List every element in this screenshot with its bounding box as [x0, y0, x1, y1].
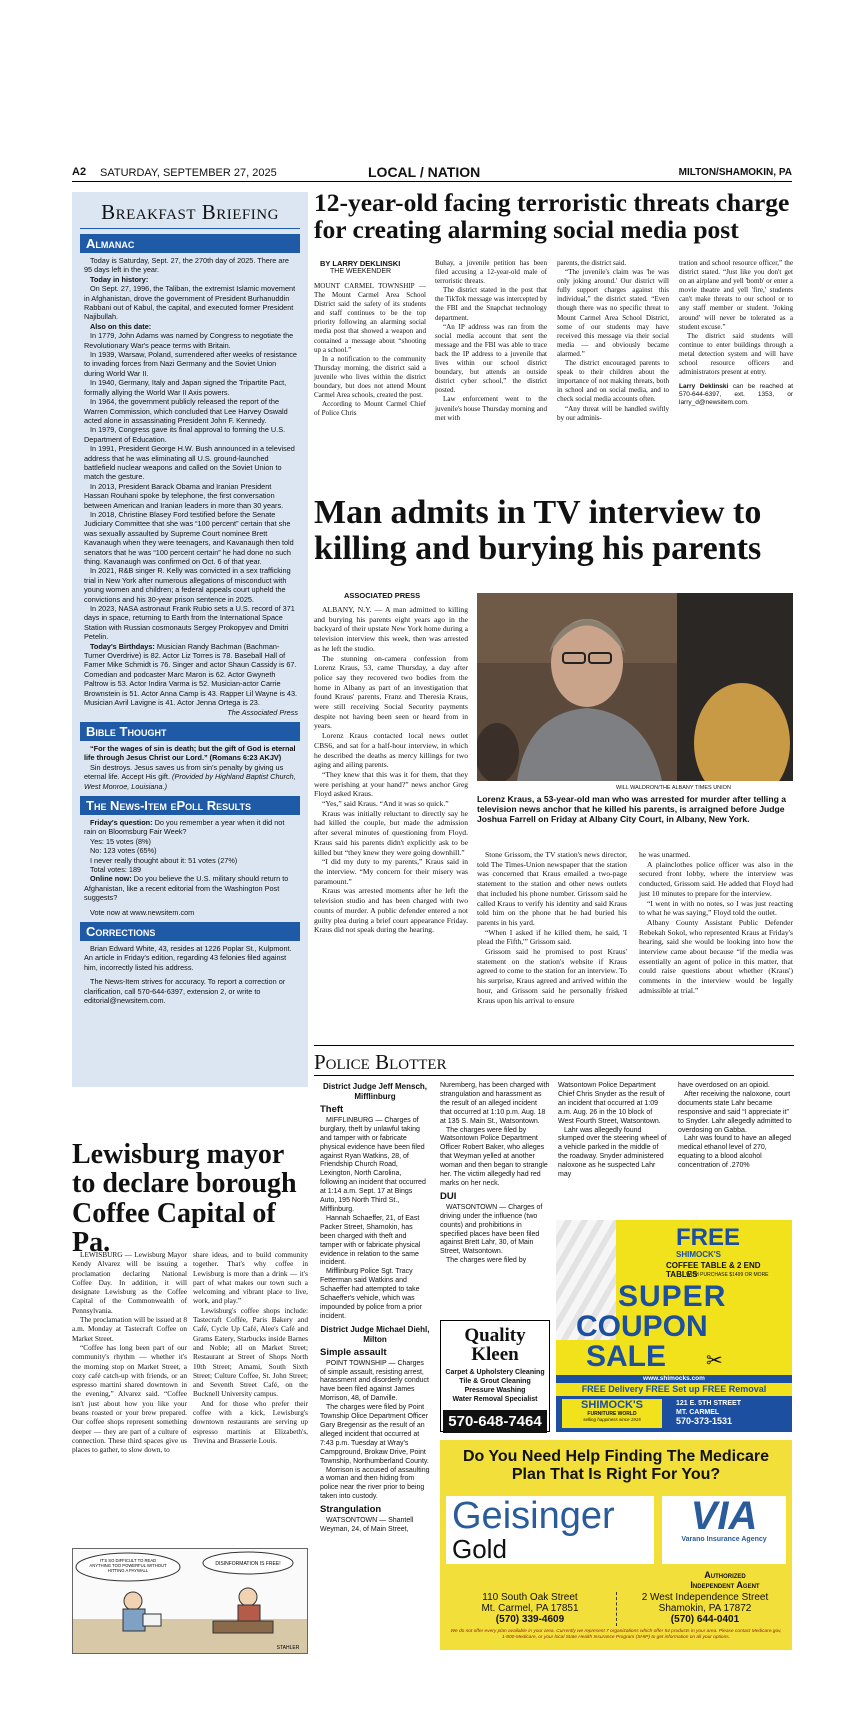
location-mt-carmel [450, 1592, 610, 1625]
sidebar-title: Breakfast Briefing [101, 200, 279, 224]
almanac-bar: Almanac [80, 234, 300, 253]
story-paragraph: The stunning on-camera confession from Lorenz Kraus, 53, came Thursday, a day after police say they recovered two bodies from the home in Albany as part of an investigation that found Kraus' parents, Franz and Theresia Kraus, were still receiving Social Security payments despite not having been seen or heard from in years. [314, 653, 468, 731]
story1-byline-sub: THE WEEKENDER [330, 268, 392, 275]
assault-heading: Simple assault [320, 1346, 387, 1358]
story-paragraph: ALBANY, N.Y. — A man admitted to killing and burying his parents eight years ago in the backyard of their upstate New York home during a television interview this week, then was arrested as he left the studio. [314, 605, 468, 653]
arraignment-photo [477, 593, 793, 781]
location-shamokin [622, 1592, 788, 1625]
city-line: Shamokin, PA 17872 [658, 1603, 752, 1614]
history-text: On Sept. 27, 1996, the Taliban, the extremist Islamic movement in Afghanistan, drove the government of President Burhanuddin Rabbani out of Kabul, the capital, and executed former President Najibullah. [84, 284, 296, 322]
story-paragraph: “Coffee has long been part of our community's rhythm — whether it's the morning stop on Market Street, a cozy café catch-up with friends, or an espresso martini shared downtown in the evening,” Alvarez said. “Coffee isn't just about how you like your beans roasted or your brew prepared. Our coffee shops represent something deeper — they are part of a culture of connection. These third spaces give us places to gather, to slow down, to [72, 1342, 187, 1455]
store-address: 121 E. 5TH STREET [676, 1400, 741, 1407]
blotter-item: Hannah Schaeffer, 21, of East Packer Street, Shamokin, has been charged with theft and tamper with or fabricate physical evidence in relation to the same incident. [320, 1214, 421, 1267]
quality-kleen-logo: Quality Kleen [464, 1325, 526, 1365]
almanac-intro: Today is Saturday, Sept. 27, the 270th day of 2025. There are 95 days left in the year. [84, 256, 289, 275]
story1-col2 [435, 259, 547, 423]
blotter-title: Police Blotter [314, 1050, 447, 1074]
strangulation-heading: Strangulation [320, 1504, 382, 1516]
story-paragraph: Kraus was initially reluctant to directly say he had killed the couple, but made the admission after several minutes of questioning from Floyd. Kraus said his parents didn't explicitly ask to be killed but “they knew they were going downhill.” [314, 808, 468, 857]
quality-kleen-ad[interactable] [440, 1320, 550, 1432]
story-paragraph: Lorenz Kraus contacted local news outlet CBS6, and sat for a half-hour interview, in which he described the deaths as mercy killings for two aging and ailing parents. [314, 731, 468, 770]
birthdays-text: Musician Randy Bachman (Bachman-Turner Overdrive) is 82. Actor Liz Torres is 78. Baseball Hall of Famer Mike Schmidt is 76. Singer and actor Shaun Cassidy is 67. Comedian and podcaster Marc Maron is 62. Actor Gwyneth Paltrow is 53. Actor Indira Varma is 52. Musician-actor Carrie Brownstein is 51. Actor Anna Camp is 43. Rapper Lil Wayne is 43. Musician Avril Lavigne is 41. Actor Jenna Ortega is 23. [84, 641, 298, 708]
corrections-bar: Corrections [80, 922, 300, 941]
blotter-item: Lahr was allegedly found slumped over the steering wheel of a vehicle parked in the middle of the roadway. Snyder administered naloxone as he suspected Lahr may [558, 1126, 667, 1179]
history-item: In 1991, President George H.W. Bush announced in a televised address that he was eliminating all U.S. ground-launched battlefield nuclear weapons and called on the Soviet Union to match the gesture. [84, 444, 295, 482]
service-line: Water Removal Specialist [452, 1396, 538, 1403]
history-item: In 2023, NASA astronaut Frank Rubio sets a U.S. record of 371 days in space, returning to Earth from the International Space Station with Russian cosmonauts Sergey Prokopyev and Dmitri Petelin. [84, 604, 295, 642]
shimocks-store-logo [562, 1399, 662, 1428]
sale-label: SALE [586, 1340, 667, 1373]
story-paragraph: LEWISBURG — Lewisburg Mayor Kendy Alvarez will be issuing a proclamation declaring National Coffee Day. In addition, it will designate Lewisburg as the Coffee Capital of the Commonwealth of Pennsylvania. [72, 1250, 187, 1315]
birthdays-label: Today's Birthdays: [90, 641, 155, 651]
section-title: LOCAL / NATION [368, 164, 481, 180]
cartoon-illustration [73, 1549, 308, 1654]
service-line: Pressure Washing [464, 1387, 526, 1394]
story2-headline: Man admits in TV interview to killing and burying his parents [314, 494, 762, 567]
story-paragraph: “Yes,” said Kraus. “And it was so quick.” [322, 799, 449, 809]
shimocks-address [676, 1399, 741, 1426]
blotter-item: WATSONTOWN — Charges of driving under the influence (two counts) and prohibitions in specified places have been filed against Brett Lahr, 30, of Main Street, Watsontown. [440, 1203, 543, 1256]
almanac-text [72, 256, 308, 717]
story-paragraph: Law enforcement went to the juvenile's house Thursday morning and met with [435, 395, 547, 422]
address-line: 110 South Oak Street [482, 1592, 578, 1603]
story1-col1 [314, 282, 426, 418]
story1-headline: 12-year-old facing terroristic threats charge for creating alarming social media post [314, 188, 790, 244]
friday-question-label: Friday's question: [90, 817, 153, 827]
authorized-label: Authorized [704, 1570, 746, 1580]
location-divider [616, 1592, 617, 1626]
quality-kleen-services [441, 1368, 549, 1404]
story4-col2 [193, 1250, 308, 1445]
reporter-contact: can be reached at 570-644-6397, ext. 1353, or larry_d@newsitem.com. [679, 383, 794, 407]
blotter-item: The charges were filed by Watsontown Police Department Officer Robert Baker, who alleges that Weyman yelled at another woman and then began to strangle her. The victim allegedly had red marks on her neck. [440, 1126, 548, 1187]
medicare-question: Do You Need Help Finding The Medicare Plan That Is Right For You? [462, 1448, 770, 1483]
bible-reflection: Sin destroys. Jesus saves us from sin's penalty by giving us eternal life. Accept His gift. [84, 762, 284, 782]
geisinger-gold: Gold [452, 1534, 507, 1564]
free-removal: FREE Removal [702, 1384, 767, 1394]
free-label: FREE [676, 1224, 741, 1251]
also-label: Also on this date: [90, 321, 152, 331]
story1-byline: BY LARRY DEKLINSKI [320, 259, 401, 268]
corrections-policy: The News-Item strives for accuracy. To report a correction or clarification, call 570-644-6397, extension 2, or write to editorial@newsitem.com. [84, 977, 286, 1006]
story-paragraph: “An IP address was ran from the social media account that sent the message and the FBI was able to trace back the IP address to a juvenile that lives within our school district boundary, but attends an outside district cyber school,” the district posted. [435, 322, 547, 395]
blotter-item: The charges were filed by Point Township Olice Department Officer Gary Bregensir as the result of an alleged incident that occurred at 7:43 p.m. Tuesday at Wray's Campground, Brokaw Drive, Point Township, Northumberland County. [320, 1404, 429, 1465]
story-paragraph: he was unarmed. [639, 850, 691, 859]
cartoon-bubble-line: HITTING A PAYWALL [107, 1568, 149, 1573]
address-line: 2 West Independence Street [641, 1592, 769, 1603]
service-line: Carpet & Upholstery Cleaning [445, 1369, 545, 1376]
blotter-item: Watsontown Police Department Chief Chris Snyder as the result of an incident that occurred at 1:09 a.m. Aug. 26 in the 10 block of West Fourth Street, Watsontown. [558, 1082, 665, 1125]
story-paragraph: Albany County Assistant Public Defender Rebekah Sokol, who represented Kraus at Friday's hearing, said she would be looking into how the interview came about because “if the media was essentially an agent of police in this matter, that could raise questions about whether (Kraus') comments in the interview would be legally admissible at trial.” [639, 917, 793, 995]
bible-thought-bar: Bible Thought [80, 722, 300, 741]
story2-col3 [639, 850, 793, 996]
free-setup: FREE Set up [645, 1384, 700, 1394]
story1-byline-block [320, 259, 430, 275]
story-paragraph: parents, the district said. [557, 259, 627, 267]
vote-link[interactable]: Vote now at www.newsitem.com [90, 907, 195, 917]
promo-label: COFFEE TABLE & 2 END TABLES [666, 1261, 761, 1279]
blotter-item: Mifflinburg Police Sgt. Tracy Fetterman said Watkins and Schaeffer had attempted to take Schaeffer's vehicle, which was impounded by police from a prior incident. [320, 1268, 422, 1320]
story-paragraph: The district stated in the post that the TikTok message was intercepted by the FBI and the Snapchat technology department. [435, 286, 547, 322]
story-paragraph: Lewisburg's coffee shops include: Tastecraft Coffée, Paris Bakery and Café, Cycle Up Café, Alee's Café and Grams Eatery, Starbucks inside Barnes and Noble; all on Market Street; Restaurant at Street of Shops North 10th Street; Amami, South Sixth Street; Culture Coffee, St. John Street; and Seventh Street Café, on the Bucknell University campus. [193, 1305, 308, 1399]
friday-question: Do you remember a year when it did not rain on Bloomsburg Fair Week? [84, 817, 285, 837]
store-city: MT. CARMEL [676, 1409, 720, 1416]
story-paragraph: In a notification to the community Thursday morning, the district said a juvenile who lives within the district boundary, but does not attend Mount Carmel Area schools, created the post. [314, 354, 426, 400]
free-delivery: FREE Delivery [581, 1384, 644, 1394]
story-paragraph: MOUNT CARMEL TOWNSHIP — The Mount Carmel Area School District said the safety of its students and staff continues to be the top priority following an alarming social media post that showed a weapon and contained a message about “shooting up a school.” [314, 282, 426, 354]
cartoon-signature: STAHLER [276, 1645, 300, 1651]
history-item: In 1779, John Adams was named by Congress to negotiate the Revolutionary War's peace terms with Britain. [84, 331, 294, 350]
bible-thought-text [72, 744, 308, 791]
poll-result: Yes: 15 votes (8%) [90, 836, 151, 846]
online-question-label: Online now: [90, 874, 132, 884]
header-rule [72, 181, 792, 182]
blotter-col2 [440, 1082, 550, 1266]
blotter-title-rule [314, 1075, 794, 1076]
story4-col1 [72, 1250, 187, 1455]
history-label: Today in history: [90, 274, 149, 284]
phone-line: (570) 339-4609 [495, 1614, 565, 1625]
theft-heading: Theft [320, 1104, 344, 1115]
history-item: In 1979, Congress gave its final approval to forming the U.S. Department of Education. [84, 425, 286, 444]
issue-date: SATURDAY, SEPTEMBER 27, 2025 [100, 167, 277, 179]
story1-col3 [557, 259, 669, 423]
bible-source: (Provided by Highland Baptist Church, West Monroe, Louisiana.) [84, 772, 296, 791]
story-paragraph: share ideas, and to build community together. That's why coffee in Lewisburg is more than a drink — it's part of what makes our town such a welcoming and vibrant place to live, work, and play.” [193, 1250, 308, 1306]
story-paragraph: Grissom said he promised to post Kraus' statement on the station's website if Kraus agreed to come to the station for an interview. To his surprise, Kraus agreed and arrived within the hour, and Grissom said he personally frisked Kraus upon his arrival to ensure [477, 947, 627, 1005]
blotter-col4 [678, 1082, 792, 1171]
story-paragraph: According to Mount Carmel Chief of Police Chris [314, 400, 426, 418]
blotter-col3 [558, 1082, 668, 1180]
blotter-top-rule [314, 1045, 794, 1046]
story-paragraph: “When I asked if he killed them, he said, 'I plead the Fifth,'” Grissom said. [477, 927, 627, 947]
store-sub: FURNITURE WORLD [587, 1411, 637, 1417]
coupon-label: COUPON [576, 1310, 708, 1343]
geisinger-brand: Geisinger [452, 1495, 615, 1537]
story-paragraph: “I did my duty to my parents,” Kraus said in the interview. “My concern for their misery was paramount.” [314, 857, 468, 886]
edition-location: MILTON/SHAMOKIN, PA [678, 167, 792, 178]
scissors-icon: ✂ [706, 1350, 723, 1372]
shimocks-footer [556, 1396, 792, 1432]
bible-verse: “For the wages of sin is death; but the gift of God is eternal life through Jesus Christ our Lord.” (Romans 6:23 AKJV) [84, 743, 296, 763]
story4-headline: Lewisburg mayor to declare borough Coffee Capital of Pa. [72, 1139, 297, 1259]
reporter-name: Larry Deklinski [679, 383, 729, 391]
history-item: In 2021, R&B singer R. Kelly was convicted in a sex trafficking trial in New York after numerous allegations of misconduct with young women and children; a federal appeals court upheld the convictions and his 30-year prison sentence in 2025. [84, 566, 291, 604]
history-item: In 2013, President Barack Obama and Iranian President Hassan Rouhani spoke by telephone, the first conversation between American and Iranian leaders in more than 30 years. [84, 481, 284, 510]
story-paragraph: “I went in with no notes, so I was just reacting to what he was saying,” Floyd told the outlet. [639, 898, 793, 918]
blotter-item: Lahr was found to have an alleged medical ethanol level of 270, equating to a blood alcohol concentration of .270% [678, 1135, 792, 1170]
story1-col4 [679, 259, 793, 407]
cartoon-bubble-2: DISINFORMATION IS FREE! [215, 1561, 281, 1567]
story-paragraph: Kraus was arrested moments after he left the television studio and has been charged with two counts of murder. A public defender entered a not guilty plea during a brief court appearance Friday. Kraus did not speak during the hearing. [314, 886, 468, 935]
story-paragraph: “Any threat will be handled swiftly by our adminis- [557, 404, 669, 422]
geisinger-logo [446, 1496, 654, 1564]
blotter-item: have overdosed on an opioid. [678, 1082, 770, 1089]
free-services [556, 1384, 792, 1394]
story-paragraph: A plainclothes police officer was also in the secured front lobby, where the interview was conducted, Grissom said. He added that Floyd had just 10 minutes to prepare for the interview. [639, 859, 793, 898]
disclaimer: We do not offer every plan available in your area. Currently we represent 7 organizations which offer 54 products in your area. Please contact Medicare.gov, 1-800-Medicare, or your local State Health Insurance Program (SHIP) to get information on all your options. [450, 1629, 782, 1640]
sidebar-title-rule [80, 228, 300, 229]
story-paragraph: The district said students will continue to enter buildings through a metal detection system and will have school resource officers and administrators present at entry. [679, 331, 793, 377]
city-line: Mt. Carmel, PA 17851 [481, 1603, 579, 1614]
correction-item: Brian Edward White, 43, resides at 1226 Poplar St., Kulpmont. An article in Friday's edition, regarding 43 felonies filed against him, incorrectly listed his address. [84, 944, 292, 972]
story-paragraph: And for those who prefer their coffee with a kick, Lewisburg's downtown restaurants are serving up espresso martinis at Elizabeth's, Trevina and Brasserie Louis. [193, 1398, 308, 1445]
agent-label: Independent Agent [690, 1580, 760, 1590]
poll-result: No: 123 votes (65%) [90, 846, 157, 856]
story-paragraph: The district encouraged parents to speak to their children about the importance of not making threats, both in school and on social media, and to check social media accounts often. [557, 359, 669, 404]
promo-sub: WITH PURCHASE $1499 OR MORE [686, 1272, 769, 1278]
history-item: In 1964, the government publicly released the report of the Warren Commission, which concluded that Lee Harvey Oswald acted alone in assassinating President John F. Kennedy. [84, 397, 288, 425]
poll-total: Total votes: 189 [90, 864, 142, 874]
judge-heading: District Judge Michael Diehl, Milton [320, 1324, 430, 1344]
authorized-agent [666, 1570, 784, 1590]
service-line: Tile & Grout Cleaning [459, 1378, 531, 1385]
cartoon-bubble-line: IT'S SO DIFFICULT TO READ [99, 1558, 157, 1563]
phone-line: (570) 644-0401 [670, 1614, 740, 1625]
via-sub: Varano Insurance Agency [681, 1536, 767, 1543]
story-paragraph: “They knew that this was it for them, that they were perishing at your hand?” news anchor Greg Floyd asked Kraus. [314, 769, 468, 799]
story2-col1 [314, 605, 468, 935]
photo-credit: WILL WALDRON/THE ALBANY TIMES UNION [616, 785, 731, 791]
corrections-text [72, 944, 308, 1005]
geisinger-ad[interactable] [440, 1440, 792, 1650]
history-item: In 1939, Warsaw, Poland, surrendered after weeks of resistance to invading forces from Nazi Germany and the Soviet Union during World War II. [84, 350, 297, 378]
epoll-bar: The News-Item ePoll Results [80, 796, 300, 815]
story2-col2 [477, 850, 627, 1005]
blotter-item: After receiving the naloxone, court documents state Lahr became responsive and said “I appreciate it” to Snyder. Lahr allegedly admitted to overdosing on Gabba. [678, 1090, 792, 1134]
blotter-item: Morrison is accused of assaulting a woman and then hiding from police near the river prior to being taken into custody. [320, 1466, 430, 1501]
shimocks-brand-top: SHIMOCK'S [676, 1250, 722, 1259]
store-tagline: selling happiness since 1915 [583, 1417, 641, 1422]
blotter-item: POINT TOWNSHIP — Charges of simple assault, resisting arrest, harassment and disorderly conduct have been filed against James Morrison, 48, of Danville. [320, 1359, 429, 1403]
story-paragraph: tration and school resource officer,” the district stated. “Just like you don't get on an airplane and yell 'bomb' or enter a movie theatre and yell 'fire,' students can't make threats to our school or to any staff member or student. 'Joking around' will never be tolerated as a student excuse.” [679, 259, 793, 331]
photo-illustration [477, 593, 793, 781]
quality-kleen-phone: 570-648-7464 [443, 1410, 547, 1433]
online-question: Do you believe the U.S. military should return to Afghanistan, like a recent editorial from the Washington Post suggests? [84, 874, 289, 903]
blotter-item: WATSONTOWN — Shantell Weyman, 24, of Main Street, [320, 1517, 414, 1533]
almanac-credit: The Associated Press [227, 707, 298, 717]
photo-caption: Lorenz Kraus, a 53-year-old man who was arrested for murder after telling a television news anchor that he killed his parents, is arraigned before Judge Joshua Farrell on Friday at Albany City Court, in Albany, New York. [477, 794, 786, 825]
cartoon-bubble-line: ANYTHING TOO POWERFUL WITHOUT [89, 1563, 167, 1568]
poll-result: I never really thought about it: 51 votes (27%) [90, 855, 238, 865]
history-item: In 1940, Germany, Italy and Japan signed the Tripartite Pact, formally allying the World War II Axis powers. [84, 378, 287, 397]
blotter-item: MIFFLINBURG — Charges of burglary, theft by unlawful taking and tamper with or fabricate physical evidence have been filed against Ryan Watkins, 28, of Friendship Church Road, Lexington, North Carolina, following an incident that occurred at 1:14 a.m. Sept. 17 at Bings Auto, 195 North Third St., Mifflinburg. [320, 1116, 426, 1213]
breakfast-briefing-sidebar [72, 192, 308, 1087]
story-paragraph: “The juvenile's claim was 'he was only joking around.' Our district will fully support charges against this individual,” the district stated. “Even though there was no specific threat to Mount Carmel Area School District, some of our students may have received this message via their social media — and obviously became alarmed.” [557, 268, 669, 358]
blotter-col1 [320, 1082, 430, 1535]
via-logo [662, 1496, 786, 1564]
store-name: SHIMOCK'S [581, 1399, 643, 1411]
story-paragraph: The proclamation will be issued at 8 a.m. Monday at Tastecraft Coffee on Market Street. [72, 1315, 187, 1343]
shimocks-ad[interactable] [556, 1220, 792, 1432]
via-brand: VIA [690, 1494, 758, 1538]
dui-heading: DUI [440, 1190, 457, 1202]
shimocks-website[interactable]: www.shimocks.com [556, 1375, 792, 1383]
judge-heading: District Judge Jeff Mensch, Mifflinburg [322, 1082, 428, 1101]
story-paragraph: Buhay, a juvenile petition has been filed accusing a 12-year-old male of terroristic threats. [435, 259, 547, 286]
store-phone: 570-373-1531 [676, 1416, 733, 1426]
history-item: In 2018, Christine Blasey Ford testified before the Senate Judiciary Committee that she was “100 percent” certain that she was sexually assaulted by Supreme Court nominee Brett Kavanaugh when they were teenagers, and Kavanaugh then told senators that he was “100 percent certain” he had done no such thing. Kavanaugh was confirmed on Oct. 6 of that year. [84, 509, 294, 566]
page-number: A2 [72, 166, 87, 178]
epoll-text [72, 818, 308, 917]
super-label: SUPER [618, 1280, 727, 1313]
story2-byline: ASSOCIATED PRESS [344, 591, 421, 600]
editorial-cartoon [72, 1548, 308, 1654]
story-paragraph: Stone Grissom, the TV station's news director, told The Times-Union newspaper that the station was concerned that Kraus emailed a two-page statement to the station and other news outlets that included his phone number. Grissom said he called Kraus to verify his identity and said Kraus told him on the phone that he had buried his parents in his yard. [477, 850, 627, 927]
blotter-item: The charges were filed by [446, 1257, 527, 1265]
blotter-item: Nuremberg, has been charged with strangulation and harassment as the result of an alleged incident that occurred at 1:10 p.m. Aug. 18 at 135 S. Main St., Watsontown. [440, 1082, 550, 1125]
